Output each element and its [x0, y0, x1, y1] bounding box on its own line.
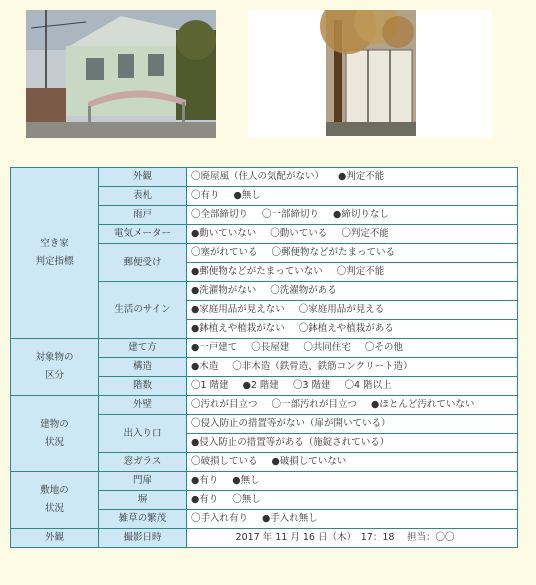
option-text: 〇その他 [364, 342, 403, 353]
option-line [187, 491, 518, 510]
category-cell: 敷地の 状況 [11, 472, 99, 529]
option-text: 〇判定不能 [336, 266, 385, 277]
option-text: ●洗濯物がない [191, 285, 257, 296]
option-line [187, 415, 518, 434]
option-line [187, 187, 518, 206]
option-text: 〇鉢植えや植栽がある [298, 323, 394, 334]
item-label: 階数 [99, 377, 187, 396]
option-text: ●鉢植えや植栽がない [191, 323, 285, 334]
option-text: ●有り [191, 475, 219, 486]
option-line [187, 510, 518, 529]
item-label: 生活のサイン [99, 282, 187, 339]
option-text: ●2 階建 [242, 380, 279, 391]
option-text: 〇判定不能 [341, 228, 389, 239]
option-line [187, 358, 518, 377]
house-exterior-photo [26, 10, 216, 138]
option-text: 〇全部締切り [191, 209, 249, 220]
option-text: 〇1 階建 [191, 380, 229, 391]
option-line [187, 320, 518, 339]
option-line [187, 301, 518, 320]
option-text: 〇侵入防止の措置等がない（扉が開いている） [191, 418, 391, 429]
option-text: 〇洗濯物がある [270, 285, 337, 296]
option-text: ●締切りなし [333, 209, 389, 220]
survey-row [11, 339, 518, 358]
option-text: 〇動いている [270, 228, 328, 239]
item-label: 電気メーター [99, 225, 187, 244]
option-text: 〇塞がれている [191, 247, 258, 258]
option-line [187, 206, 518, 225]
option-text: 〇無し [232, 494, 261, 505]
option-text: ●手入れ無し [262, 513, 318, 524]
item-label: 出入り口 [99, 415, 187, 453]
option-text: ●無し [232, 475, 260, 486]
option-text: 〇手入れ有り [191, 513, 249, 524]
survey-row [11, 168, 518, 187]
option-line [187, 377, 518, 396]
option-text: ●一戸建て [191, 342, 238, 353]
option-text: 2017 年 11 月 16 日（木） 17：18 担当：〇〇 [235, 532, 455, 543]
option-text: 〇破損している [191, 456, 258, 467]
item-label: 外壁 [99, 396, 187, 415]
option-text: 〇一部締切り [262, 209, 320, 220]
option-line [187, 339, 518, 358]
option-text: 〇郵便物などがたまっている [271, 247, 396, 258]
option-text: ●家庭用品が見えない [191, 304, 285, 315]
item-label: 窓ガラス [99, 453, 187, 472]
option-line [187, 282, 518, 301]
option-line [187, 453, 518, 472]
category-cell: 空き家 判定指標 [11, 168, 99, 339]
item-label: 撮影日時 [99, 529, 187, 548]
option-text: ●無し [233, 190, 261, 201]
category-cell: 対象物の 区分 [11, 339, 99, 396]
option-text: ●動いていない [191, 228, 257, 239]
option-text: 〇長屋建 [251, 342, 290, 353]
option-text: ●判定不能 [338, 171, 385, 182]
survey-row [11, 396, 518, 415]
option-text: ●破損していない [271, 456, 347, 467]
option-line [187, 168, 518, 187]
survey-row [11, 529, 518, 548]
item-label: 雑草の繁茂 [99, 510, 187, 529]
item-label: 塀 [99, 491, 187, 510]
option-text: 〇汚れが目立つ [191, 399, 258, 410]
option-text: 〇4 階以上 [344, 380, 392, 391]
option-text: 〇家庭用品が見える [298, 304, 385, 315]
vacancy-survey-table [10, 167, 518, 548]
item-label: 雨戸 [99, 206, 187, 225]
category-cell: 建物の 状況 [11, 396, 99, 472]
option-line [187, 225, 518, 244]
option-text: ●ほとんど汚れていない [371, 399, 475, 410]
option-text: 〇有り [191, 190, 220, 201]
option-text: 〇3 階建 [292, 380, 331, 391]
item-label: 郵便受け [99, 244, 187, 282]
item-label: 構造 [99, 358, 187, 377]
entrance-photo [248, 10, 492, 138]
option-line [187, 396, 518, 415]
option-line [187, 472, 518, 491]
option-text: 〇一部汚れが目立つ [271, 399, 358, 410]
category-cell: 外観 [11, 529, 99, 548]
option-text: 〇共同住宅 [303, 342, 351, 353]
option-line [187, 434, 518, 453]
option-line [187, 244, 518, 263]
option-line [187, 529, 518, 548]
item-label: 外観 [99, 168, 187, 187]
item-label: 表札 [99, 187, 187, 206]
item-label: 建て方 [99, 339, 187, 358]
option-text: ●侵入防止の措置等がある（施錠されている） [191, 437, 390, 448]
survey-row [11, 472, 518, 491]
item-label: 門扉 [99, 472, 187, 491]
option-text: ●木造 [191, 361, 219, 372]
option-line [187, 263, 518, 282]
option-text: ●郵便物などがたまっていない [191, 266, 323, 277]
option-text: ●有り [191, 494, 219, 505]
option-text: 〇廃屋風（住人の気配がない） [191, 171, 325, 182]
option-text: 〇非木造（鉄骨造、鉄筋コンクリート造） [232, 361, 413, 372]
